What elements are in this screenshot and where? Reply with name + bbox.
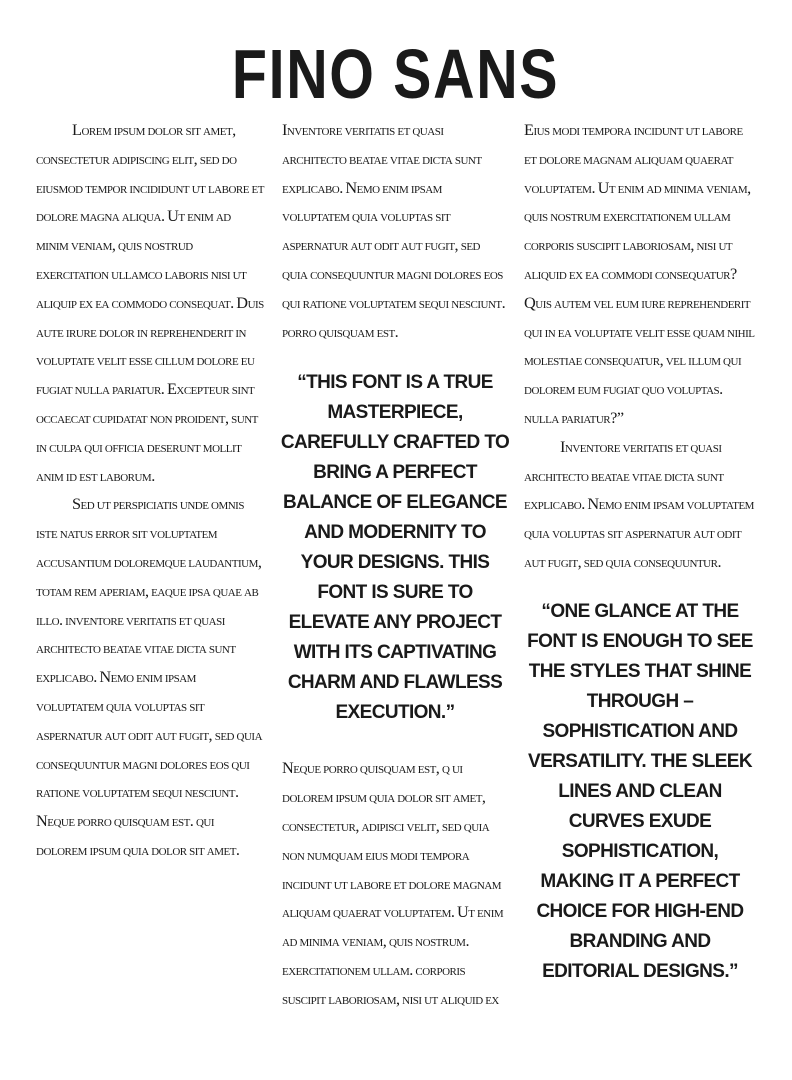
page-title (0, 36, 792, 112)
page-title-text: FINO SANS (232, 35, 560, 113)
column3-paragraph-1: Eius modi tempora incidunt ut labore et dolore magnam aliquam quaerat voluptatem. Ut enim ad minima veniam, quis nostrum exercitationem ullam corporis suscipit laboriosam, nisi ut aliquid ex ea commodi consequatur? Quis autem vel eum iure reprehenderit qui in ea voluptate velit esse quam nihil molestiae consequatur, vel illum qui dolorem eum fugiat quo voluptas. nulla pariatur?” (524, 120, 755, 427)
column2-paragraph-1: Inventore veritatis et quasi architecto beatae vitae dicta sunt explicabo. Nemo enim ipsam voluptatem quia voluptas sit aspernatur aut odit aut fugit, sed quia consequuntur magni dolores eos qui ratione voluptatem sequi nesciunt. porro quisquam est. (282, 120, 506, 341)
pull-quote-1: “THIS FONT IS A TRUE MASTERPIECE, CAREFULLY CRAFTED TO BRING A PERFECT BALANCE OF ELEGANCE AND MODERNITY TO YOUR DESIGNS. THIS FONT IS SURE TO ELEVATE ANY PROJECT WITH ITS CAPTIVATING CHARM AND FLAWLESS EXECUTION.” (280, 372, 510, 724)
pull-quote-2: “ONE GLANCE AT THE FONT IS ENOUGH TO SEE THE STYLES THAT SHINE THROUGH – SOPHISTICATION AND VERSATILITY. THE SLEEK LINES AND CLEAN CURVES EXUDE SOPHISTICATION, MAKING IT A PERFECT CHOICE FOR HIGH-END BRANDING AND EDITORIAL DESIGNS.” (527, 600, 753, 982)
column3-paragraph-2: Inventore veritatis et quasi architecto beatae vitae dicta sunt explicabo. Nemo enim ipsam voluptatem quia voluptas sit aspernatur aut odit aut fugit, sed quia consequuntur. (524, 436, 754, 571)
text-column-1 (36, 116, 264, 865)
text-column-2 (282, 116, 508, 1014)
text-column-3 (524, 116, 756, 987)
column2-paragraph-2: Neque porro quisquam est, q ui dolorem ipsum quia dolor sit amet, consectetur, adipisci velit, sed quia non numquam eius modi tempora incidunt ut labore et dolore magnam aliquam quaerat voluptatem. Ut enim ad minima veniam, quis nostrum. exercitationem ullam. corporis suscipit laboriosam, nisi ut aliquid ex (282, 758, 504, 1008)
column1-paragraph-1: Lorem ipsum dolor sit amet, consectetur adipiscing elit, sed do eiusmod tempor incididunt ut labore et dolore magna aliqua. Ut enim ad minim veniam, quis nostrud exercitation ullamco laboris nisi ut aliquip ex ea commodo consequat. Duis aute irure dolor in reprehenderit in voluptate velit esse cillum dolore eu fugiat nulla pariatur. Excepteur sint occaecat cupidatat non proident, sunt in culpa qui officia deserunt mollit anim id est laborum. (36, 120, 264, 485)
column1-paragraph-2: Sed ut perspiciatis unde omnis iste natus error sit voluptatem accusantium doloremque laudantium, totam rem aperiam, eaque ipsa quae ab illo. inventore veritatis et quasi architecto beatae vitae dicta sunt explicabo. Nemo enim ipsam voluptatem quia voluptas sit aspernatur aut odit aut fugit, sed quia consequuntur magni dolores eos qui ratione voluptatem sequi nesciunt. Neque porro quisquam est. qui dolorem ipsum quia dolor sit amet. (36, 494, 263, 859)
